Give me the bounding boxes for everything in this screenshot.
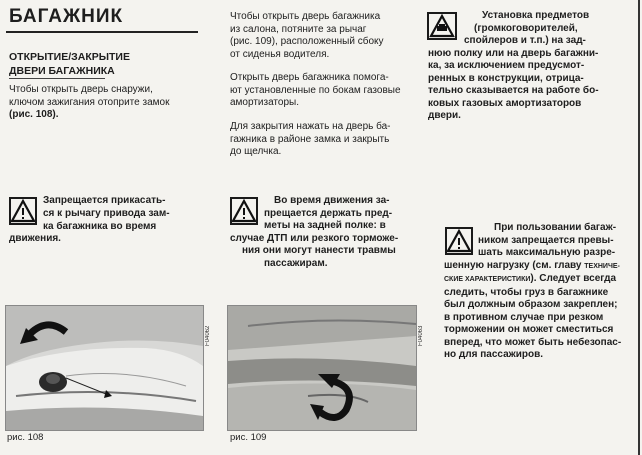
text-line: из салона, потяните за рычаг bbox=[230, 23, 367, 35]
warning-line-part: ). Следует всегда bbox=[530, 273, 617, 284]
small-caps-ref: ТЕХНИЧЕ- bbox=[584, 262, 620, 270]
section-title: БАГАЖНИК bbox=[9, 6, 124, 27]
warning-line: ка, за исключением предусмот- bbox=[428, 60, 585, 71]
warning-line: но для пассажиров. bbox=[444, 349, 544, 360]
warning-text-block bbox=[428, 10, 634, 123]
gas-struts-paragraph bbox=[230, 72, 416, 110]
warning-line: ковых газовых амортизаторов bbox=[428, 97, 582, 109]
closing-paragraph bbox=[230, 121, 416, 159]
warning-line: ния они могут нанести травмы bbox=[242, 245, 396, 256]
warning-line: ренных в конструкции, отрица- bbox=[428, 72, 584, 84]
warning-line: ка багажника во время bbox=[43, 220, 157, 232]
figure-caption: рис. 108 bbox=[7, 432, 44, 443]
subsection-title-line: ОТКРЫТИЕ/ЗАКРЫТИЕ bbox=[9, 51, 130, 63]
text-line: Открыть дверь багажника помога- bbox=[230, 72, 389, 83]
text-line: ключом зажигания отоприте замок bbox=[9, 96, 170, 108]
subsection-title bbox=[9, 50, 189, 78]
warning-line: шать максимальную разре- bbox=[478, 247, 616, 258]
text-line: (рис. 109), расположенный сбоку bbox=[230, 36, 384, 47]
text-line: Чтобы открыть дверь багажника bbox=[230, 11, 381, 22]
warning-line: следить, чтобы груз в багажнике bbox=[444, 286, 609, 298]
subtitle-underline bbox=[9, 78, 105, 79]
warning-line: двери. bbox=[428, 110, 461, 121]
warning-text-block bbox=[230, 195, 418, 270]
warning-line: спойлеров и т.п.) на зад- bbox=[464, 35, 586, 46]
warning-line: тельно сказывается на работе бо- bbox=[428, 85, 599, 96]
open-inside-paragraph bbox=[230, 11, 416, 61]
warning-line: в противном случае при резком bbox=[444, 311, 604, 323]
warning-text-block bbox=[9, 208, 204, 246]
warning-line: торможении он может сместиться bbox=[444, 324, 614, 335]
open-outside-paragraph bbox=[9, 84, 199, 122]
text-line: ют установленные по бокам газовые bbox=[230, 84, 401, 96]
text-line: амортизаторы. bbox=[230, 97, 299, 108]
warning-line: ником запрещается превы- bbox=[478, 234, 614, 246]
subsection-title-line: ДВЕРИ БАГАЖНИКА bbox=[9, 65, 115, 77]
warning-line: При пользовании багаж- bbox=[494, 222, 617, 233]
small-caps-ref: СКИЕ ХАРАКТЕРИСТИКИ bbox=[444, 276, 531, 283]
text-line: от сиденья водителя. bbox=[230, 48, 330, 60]
warning-line bbox=[444, 273, 637, 287]
warning-line: движения. bbox=[9, 233, 61, 244]
warning-text-block bbox=[444, 222, 637, 362]
text-line: гажника в районе замка и закрыть bbox=[230, 133, 390, 145]
warning-line: нюю полку или на дверь багажни- bbox=[428, 47, 599, 59]
warning-line: Во время движения за- bbox=[274, 195, 390, 206]
text-line: до щелчка. bbox=[230, 146, 282, 157]
warning-line-part: шенную нагрузку (см. главу bbox=[444, 259, 582, 271]
warning-line: Установка предметов bbox=[482, 10, 590, 21]
warning-line: ся к рычагу привода зам- bbox=[43, 208, 170, 219]
figure-109-photo bbox=[227, 305, 417, 431]
warning-line: случае ДТП или резкого торможе- bbox=[230, 232, 399, 244]
warning-line bbox=[444, 260, 637, 274]
text-line: (рис. 108). bbox=[9, 109, 59, 120]
warning-line: пассажирам. bbox=[264, 257, 328, 269]
figure-108-photo bbox=[5, 305, 204, 431]
warning-text bbox=[43, 195, 203, 208]
photo-code: F04062 bbox=[205, 325, 211, 346]
title-underline bbox=[6, 31, 198, 33]
warning-line: (громкоговорителей, bbox=[474, 22, 578, 34]
warning-line: Запрещается прикасать- bbox=[43, 195, 166, 206]
warning-line: прещается держать пред- bbox=[264, 207, 393, 219]
warning-line: вперед, что может быть небезопас- bbox=[444, 336, 622, 348]
figure-caption: рис. 109 bbox=[230, 432, 267, 443]
page-edge-rule bbox=[638, 0, 640, 455]
text-line: Чтобы открыть дверь снаружи, bbox=[9, 84, 153, 95]
warning-line: был должным образом закреплен; bbox=[444, 299, 618, 310]
warning-line: меты на задней полке: в bbox=[264, 220, 386, 231]
photo-code: F04063 bbox=[418, 325, 424, 346]
text-line: Для закрытия нажать на дверь ба- bbox=[230, 121, 391, 132]
